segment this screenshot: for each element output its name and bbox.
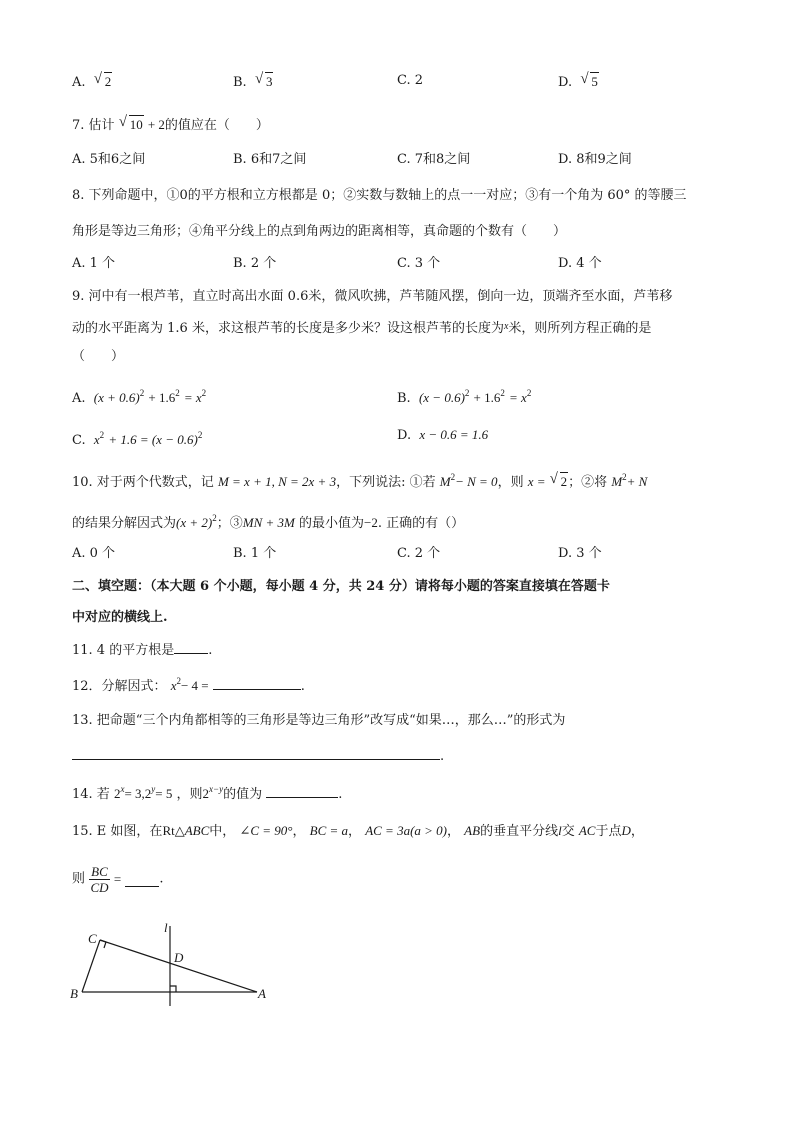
question-8-line1: 8. 下列命题中，①0的平方根和立方根都是 0；②实数与数轴上的点一一对应；③有一个角为 60° 的等腰三 (72, 188, 687, 203)
q7-option-b: B. 6和7之间 (233, 152, 307, 167)
right-angle-mark-c (100, 940, 106, 948)
sqrt-symbol: √ 2 (549, 471, 568, 489)
answer-blank (125, 873, 159, 887)
q10-option-c: C. 2 个 (397, 546, 441, 561)
label-c: C (88, 931, 97, 946)
question-9-line3: （ ） (72, 349, 125, 364)
question-15-line1: 15. E 如图，在Rt△ABC中， ∠C = 90°， BC = a， AC = 3a(a > 0)， AB的垂直平分线l交 AC于点D， (72, 823, 644, 839)
question-9-line1: 9. 河中有一根芦苇，直立时高出水面 0.6米，微风吹拂，芦苇随风摆，倒向一边，顶端齐至水面，芦苇移 (72, 289, 673, 304)
fraction: $\frac{BC}{CD}$ (90, 864, 109, 895)
q7-option-d: D. 8和9之间 (558, 152, 632, 167)
triangle-figure (64, 918, 284, 1010)
q8-option-d: D. 4 个 (558, 256, 602, 271)
q8-option-c: C. 3 个 (397, 256, 441, 271)
answer-blank (213, 676, 301, 690)
q6-option-b: B. √ 3 (233, 71, 273, 90)
label-l: l (164, 920, 168, 935)
q6-option-c: C. 2 (397, 73, 424, 88)
question-9-line2: 动的水平距离为 1.6 米，求这根芦苇的长度是多少米？设这根芦苇的长度为$^x$米，则所列方程正确的是 (72, 321, 652, 336)
segment-bc (82, 940, 100, 992)
sqrt-symbol: √ 3 (254, 71, 273, 89)
question-12: 12．分解因式： $x^2- 4$ = . (72, 676, 305, 694)
sqrt-symbol: √ 10 (118, 114, 143, 132)
question-13: 13. 把命题“三个内角都相等的三角形是等边三角形”改写成“如果…，那么…”的形式为 (72, 713, 566, 728)
question-10-line1: 10. 对于两个代数式，记 M = x + 1, N = 2x + 3，下列说法: ①若 $M^2- N = 0$，则 x = √ 2；②将 $M^2+ N$ (72, 471, 648, 490)
q9-option-b: B. $(x - 0.6)^2 + 1.6^2 = x^2$ (397, 388, 532, 406)
q8-option-b: B. 2 个 (233, 256, 277, 271)
sqrt-symbol: √ 2 (93, 71, 112, 89)
right-angle-mark-foot (170, 986, 176, 992)
question-13-answer: . (72, 746, 444, 766)
q7-option-a: A. 5和6之间 (72, 152, 146, 167)
answer-blank (174, 640, 208, 654)
q10-option-a: A. 0 个 (72, 546, 116, 561)
q10-option-b: B. 1 个 (233, 546, 277, 561)
sqrt-symbol: √ 5 (580, 71, 598, 89)
question-11: 11. 4 的平方根是 . (72, 640, 212, 660)
question-10-line2: 的结果分解因式为$(x + 2)^2$；③MN + 3M 的最小值为−2. 正确的有（） (72, 513, 465, 531)
question-8-line2: 角形是等边三角形；④角平分线上的点到角两边的距离相等，真命题的个数有（ ） (72, 224, 567, 239)
q6-option-a: A. √ 2 (72, 71, 112, 90)
label-d: D (174, 950, 184, 965)
q9-option-c: C. $x^2 + 1.6 = (x - 0.6)^2$ (72, 430, 203, 448)
answer-blank (266, 784, 338, 798)
q10-option-d: D. 3 个 (558, 546, 602, 561)
q9-option-d: D. x − 0.6 = 1.6 (397, 427, 489, 443)
q6-option-d: D. √ 5 (558, 71, 598, 90)
question-14: 14. 若 $2^x= 3,2^y= 5$ ，则$2^{x-y}$的值为 . (72, 784, 343, 802)
question-15-line2: 则 $\frac{BC}{CD}$ = . (72, 864, 164, 895)
answer-blank (72, 746, 440, 760)
q8-option-a: A. 1 个 (72, 256, 116, 271)
section-2-heading-line2: 中对应的横线上. (72, 610, 168, 625)
q9-option-a: A. $(x + 0.6)^2 + 1.6^2 = x^2$ (72, 388, 207, 406)
q7-option-c: C. 7和8之间 (397, 152, 471, 167)
section-2-heading-line1: 二、填空题：（本大题 6 个小题，每小题 4 分，共 24 分）请将每小题的答案直接填在答题卡 (72, 579, 610, 594)
segment-ca (100, 940, 257, 992)
label-a: A (258, 986, 266, 1001)
label-b: B (70, 986, 78, 1001)
question-7: 7. 估计 √ 10 + 2的值应在（ ） (72, 114, 269, 133)
